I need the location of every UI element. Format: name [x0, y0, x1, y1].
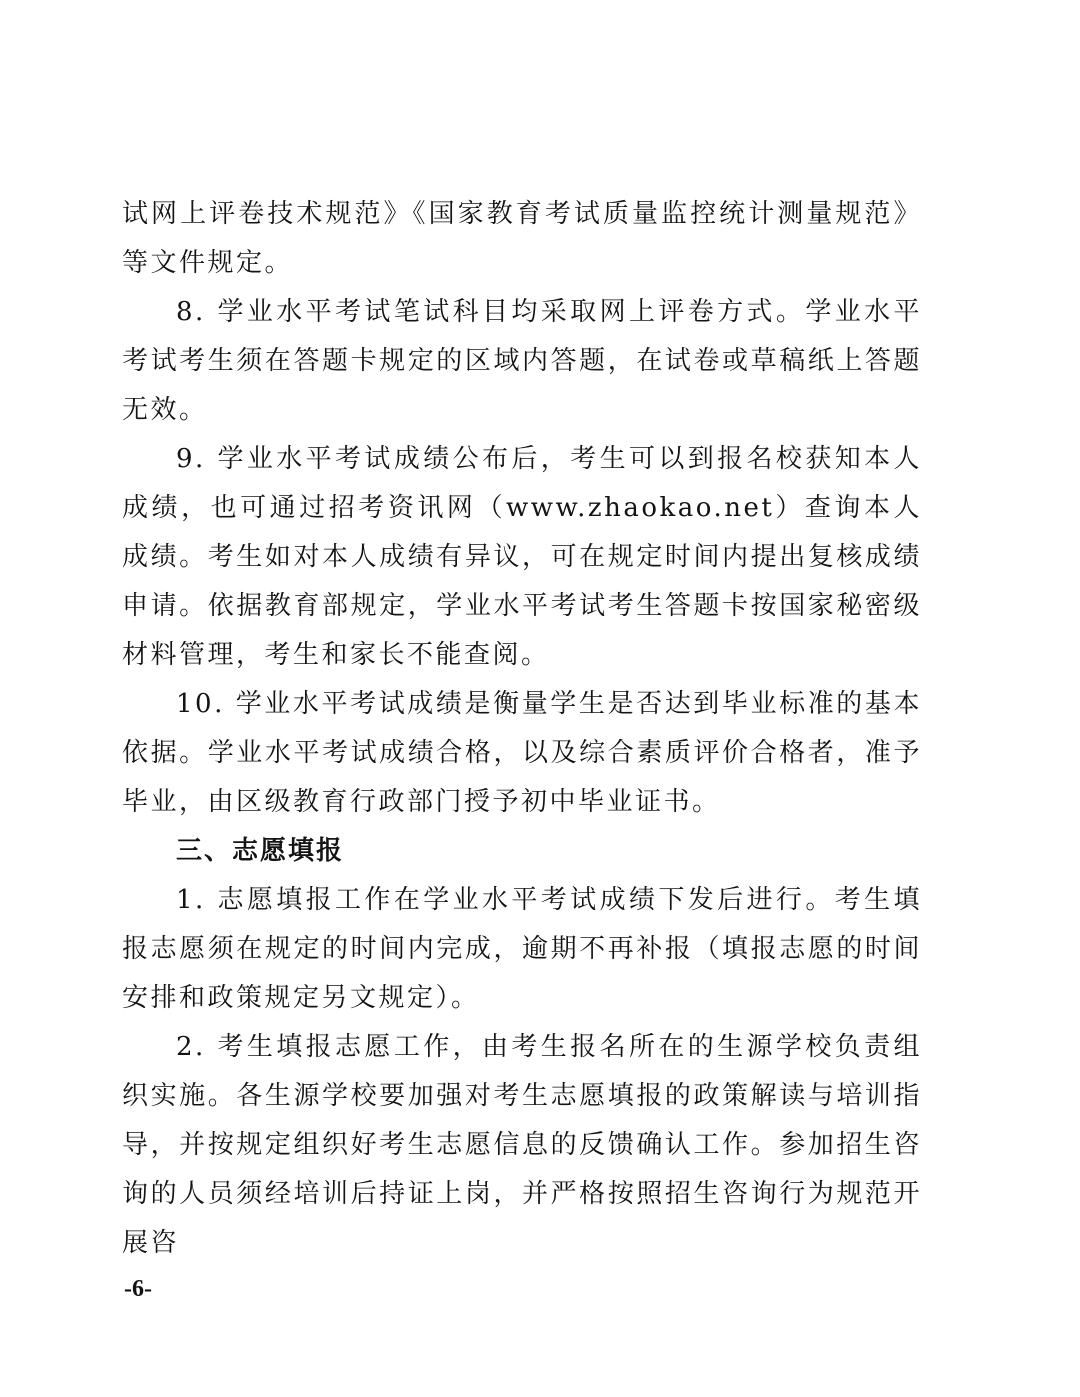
page-number: -6- [124, 1276, 152, 1302]
paragraph-item-1: 1. 志愿填报工作在学业水平考试成绩下发后进行。考生填报志愿须在规定的时间内完成，逾期不再补报（填报志愿的时间安排和政策规定另文规定）。 [122, 885, 922, 1013]
paragraph-item-8: 8. 学业水平考试笔试科目均采取网上评卷方式。学业水平考试考生须在答题卡规定的区域内答题，在试卷或草稿纸上答题无效。 [122, 297, 922, 425]
paragraph-item-9: 9. 学业水平考试成绩公布后，考生可以到报名校获知本人成绩，也可通过招考资讯网（www.zhaokao.net）查询本人成绩。考生如对本人成绩有异议，可在规定时间内提出复核成绩申请。依据教育部规定，学业水平考试考生答题卡按国家秘密级材料管理，考生和家长不能查阅。 [122, 444, 922, 670]
document-body [122, 190, 922, 1268]
paragraph-item-10: 10. 学业水平考试成绩是衡量学生是否达到毕业标准的基本依据。学业水平考试成绩合格，以及综合素质评价合格者，准予毕业，由区级教育行政部门授予初中毕业证书。 [122, 689, 922, 817]
section-heading: 三、志愿填报 [176, 836, 345, 866]
paragraph-continuation: 试网上评卷技术规范》《国家教育考试质量监控统计测量规范》等文件规定。 [122, 199, 922, 278]
paragraph-item-2: 2. 考生填报志愿工作，由考生报名所在的生源学校负责组织实施。各生源学校要加强对考生志愿填报的政策解读与培训指导，并按规定组织好考生志愿信息的反馈确认工作。参加招生咨询的人员须经培训后持证上岗，并严格按照招生咨询行为规范开展咨 [122, 1032, 922, 1258]
